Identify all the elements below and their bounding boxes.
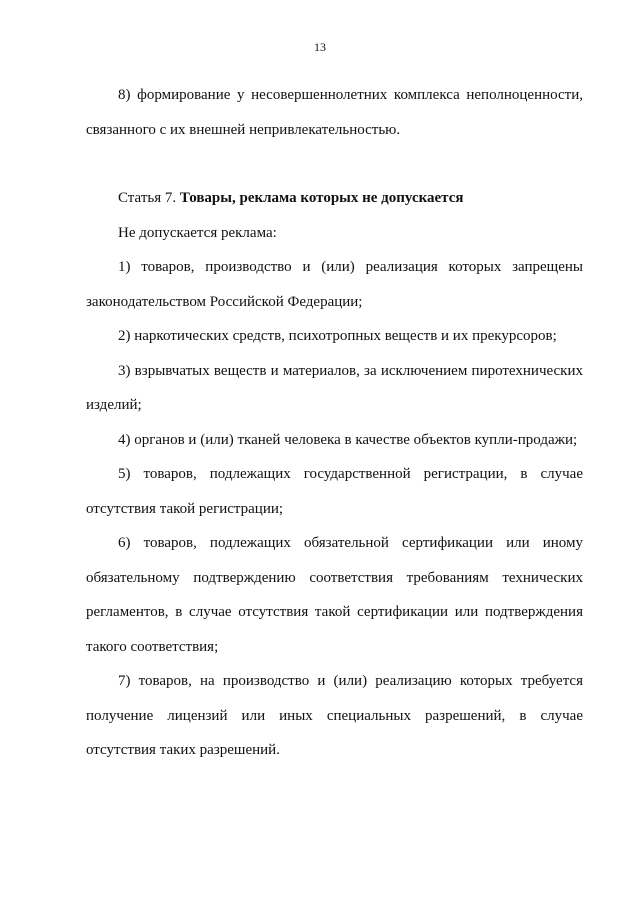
list-item-2: 2) наркотических средств, психотропных веществ и их прекурсоров; (118, 328, 557, 344)
article-number: Статья 7. (118, 190, 177, 206)
article-title: Товары, реклама которых не допускается (179, 190, 464, 206)
article-heading (86, 181, 583, 216)
list-item-7: 7) товаров, на производство и (или) реализацию которых требуется получение лицензий или иных специальных разрешений, в случае отсутствия таких разрешений. (86, 673, 583, 758)
list-item-6: 6) товаров, подлежащих обязательной сертификации или иному обязательному подтверждению соответствия требованиям технических регламентов, в случае отсутствия такой сертификации или подтверждения такого соответствия; (86, 535, 583, 655)
list-item-5: 5) товаров, подлежащих государственной регистрации, в случае отсутствия такой регистрации; (86, 466, 583, 517)
list-item-1: 1) товаров, производство и (или) реализация которых запрещены законодательством Российской Федерации; (86, 259, 583, 310)
list-item-4: 4) органов и (или) тканей человека в качестве объектов купли-продажи; (118, 431, 578, 448)
paragraph-item-8: 8) формирование у несовершеннолетних комплекса неполноценности, связанного с их внешней непривлекательностью. (86, 87, 583, 138)
paragraph-intro: Не допускается реклама: (118, 224, 277, 241)
document-body (86, 78, 583, 768)
list-item-3: 3) взрывчатых веществ и материалов, за исключением пиротехнических изделий; (86, 362, 583, 413)
page-number: 13 (314, 40, 326, 54)
